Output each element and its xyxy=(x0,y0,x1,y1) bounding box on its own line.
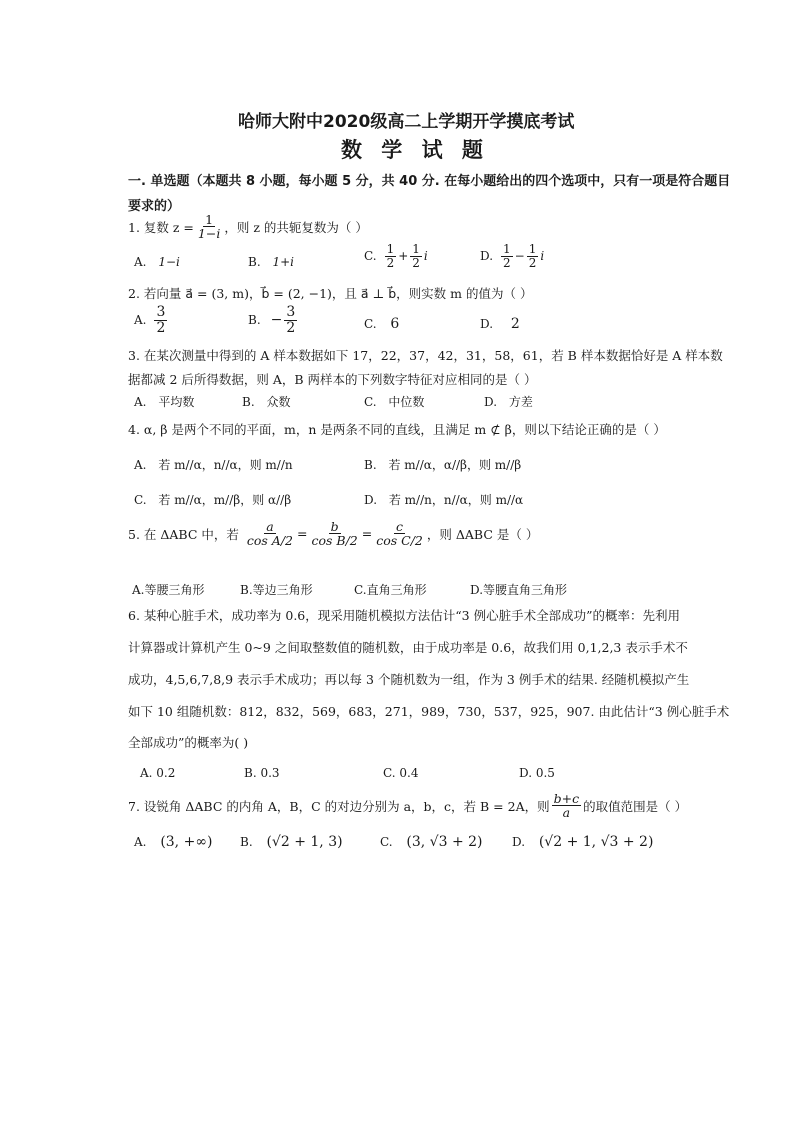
question-6-line2: 计算器或计算机产生 0~9 之间取整数值的随机数，由于成功率是 0.6，故我们用 0,1,2,3 表示手术不 xyxy=(128,640,688,655)
q5-option-c[interactable]: C.直角三角形 xyxy=(354,583,427,597)
q5-suffix: ，则 ΔABC 是（ ） xyxy=(426,526,539,542)
option-label: C. xyxy=(134,493,147,507)
q1-option-a[interactable] xyxy=(134,255,180,269)
q7-option-d[interactable] xyxy=(512,834,653,850)
option-text: 众数 xyxy=(266,395,291,409)
question-1 xyxy=(128,213,368,240)
question-3-line2: 据都减 2 后所得数据，则 A，B 两样本的下列数字特征对应相同的是（ ） xyxy=(128,372,537,387)
frac-den: 2 xyxy=(156,319,166,336)
frac-num: 1 xyxy=(386,242,395,256)
q1-option-d[interactable] xyxy=(480,243,544,269)
option-label: A. xyxy=(134,835,147,849)
q2-option-c[interactable] xyxy=(364,316,399,332)
question-6-line1: 6. 某种心脏手术，成功率为 0.6，现采用随机模拟方法估计“3 例心脏手术全部成功”的概率：先利用 xyxy=(128,608,680,623)
q7-suffix: 的取值范围是（ ） xyxy=(583,798,688,814)
question-2: 2. 若向量 a⃗ = (3, m)，b⃗ = (2, −1)，且 a⃗ ⊥ b⃗，则实数 m 的值为（ ） xyxy=(128,286,533,301)
q2-option-b[interactable] xyxy=(248,305,299,335)
option-label: C. xyxy=(364,395,377,409)
option-label: A. xyxy=(134,255,147,269)
option-label: D. xyxy=(364,493,378,507)
fraction xyxy=(501,243,513,269)
question-6-line4: 如下 10 组随机数：812，832，569，683，271，989，730，537，925，907. 由此估计“3 例心脏手术 xyxy=(128,704,730,719)
q4-option-b[interactable] xyxy=(364,456,521,473)
frac-den: a xyxy=(562,805,571,821)
option-text: 若 m//α，n//α，则 m//n xyxy=(158,458,293,472)
minus-sign: − xyxy=(270,312,283,329)
option-label: B. xyxy=(248,255,261,269)
equals-sign: = xyxy=(361,526,373,542)
fraction xyxy=(410,243,422,269)
q6-option-c[interactable]: C. 0.4 xyxy=(383,766,419,780)
option-label: D. xyxy=(480,249,494,264)
option-label: B. xyxy=(240,835,253,849)
option-text: 2 xyxy=(510,316,520,332)
option-label: C. xyxy=(380,835,393,849)
option-label: C. xyxy=(364,317,377,331)
q2-option-d[interactable] xyxy=(480,316,520,332)
frac-num: c xyxy=(396,519,404,534)
frac-den: 2 xyxy=(503,255,511,270)
frac-num: 3 xyxy=(286,304,296,320)
fraction xyxy=(284,305,297,335)
option-label: B. xyxy=(248,313,261,328)
frac-num: a xyxy=(266,519,274,534)
frac-den: 2 xyxy=(528,255,537,270)
exam-title: 哈师大附中2020级高二上学期开学摸底考试 xyxy=(238,112,575,132)
option-text: (3, √3 + 2) xyxy=(406,834,483,850)
q3-option-c[interactable] xyxy=(364,393,424,410)
question-4: 4. α, β 是两个不同的平面，m，n 是两条不同的直线，且满足 m ⊄ β，则以下结论正确的是（ ） xyxy=(128,422,666,437)
option-label: A. xyxy=(134,458,147,472)
option-label: A. xyxy=(134,313,147,328)
frac-num: 3 xyxy=(156,304,166,320)
q5-fraction-c xyxy=(374,520,425,547)
question-6-line5: 全部成功”的概率为( ) xyxy=(128,735,249,750)
option-text: 若 m//α，α//β，则 m//β xyxy=(388,458,522,472)
frac-den: cos C/2 xyxy=(376,533,423,549)
q3-option-d[interactable] xyxy=(484,393,533,410)
operator: − xyxy=(514,249,525,264)
q3-option-a[interactable] xyxy=(134,393,194,410)
q1-prefix: 1. 复数 z = xyxy=(128,219,194,235)
q6-option-b[interactable]: B. 0.3 xyxy=(244,766,280,780)
q1-option-c[interactable] xyxy=(364,243,428,269)
fraction xyxy=(385,243,397,269)
q1-option-b[interactable] xyxy=(248,255,294,269)
q7-fraction xyxy=(552,792,581,819)
frac-den: 2 xyxy=(412,255,420,270)
question-6-line3: 成功，4,5,6,7,8,9 表示手术成功；再以每 3 个随机数为一组，作为 3 例手术的结果. 经随机模拟产生 xyxy=(128,672,690,687)
q5-option-d[interactable]: D.等腰直角三角形 xyxy=(470,583,568,597)
option-label: D. xyxy=(484,395,498,409)
section-heading-line2: 要求的） xyxy=(128,199,181,214)
exam-subtitle: 数 学 试 题 xyxy=(341,138,489,162)
frac-num: 1 xyxy=(528,242,537,256)
option-label: B. xyxy=(364,458,377,472)
option-text: 若 m//n，n//α，则 m//α xyxy=(388,493,524,507)
option-text: (3, +∞) xyxy=(160,834,213,850)
q1-fraction xyxy=(196,213,222,240)
q2-option-a[interactable] xyxy=(134,305,169,335)
q4-option-d[interactable] xyxy=(364,491,523,508)
section-heading-line1: 一. 单选题（本题共 8 小题，每小题 5 分，共 40 分. 在每小题给出的四个选项中，只有一项是符合题目 xyxy=(128,174,731,189)
frac-num: 1 xyxy=(412,242,420,256)
option-label: D. xyxy=(512,835,526,849)
option-label: B. xyxy=(242,395,255,409)
q5-option-b[interactable]: B.等边三角形 xyxy=(240,583,313,597)
fraction xyxy=(154,305,167,335)
q1-frac-den: 1−i xyxy=(197,226,221,242)
q4-option-a[interactable] xyxy=(134,456,293,473)
option-text: 6 xyxy=(390,316,400,332)
q5-fraction-a xyxy=(245,520,295,547)
q5-prefix: 5. 在 ΔABC 中，若 xyxy=(128,526,239,542)
option-label: D. xyxy=(480,317,494,331)
imag-unit: i xyxy=(540,249,545,264)
q4-option-c[interactable] xyxy=(134,491,291,508)
question-3-line1: 3. 在某次测量中得到的 A 样本数据如下 17，22，37，42，31，58，61，若 B 样本数据恰好是 A 样本数 xyxy=(128,348,723,363)
q7-prefix: 7. 设锐角 ΔABC 的内角 A，B，C 的对边分别为 a，b，c，若 B = 2A，则 xyxy=(128,798,550,814)
option-text: 1−i xyxy=(158,255,180,269)
frac-num: b+c xyxy=(553,791,580,806)
q6-option-a[interactable]: A. 0.2 xyxy=(140,766,176,780)
q1-frac-num: 1 xyxy=(205,212,214,227)
frac-den: cos B/2 xyxy=(311,533,358,549)
option-text: 方差 xyxy=(508,395,533,409)
frac-num: b xyxy=(330,519,339,534)
option-text: 平均数 xyxy=(158,395,195,409)
equals-sign: = xyxy=(297,526,308,542)
option-text: (√2 + 1, 3) xyxy=(266,834,343,850)
imag-unit: i xyxy=(423,249,428,264)
question-7 xyxy=(128,792,687,819)
q7-option-a[interactable] xyxy=(134,834,212,850)
q7-option-c[interactable] xyxy=(380,834,483,850)
frac-num: 1 xyxy=(503,242,511,256)
question-5 xyxy=(128,520,538,547)
option-text: (√2 + 1, √3 + 2) xyxy=(538,834,654,850)
option-label: C. xyxy=(364,249,377,264)
option-text: 中位数 xyxy=(388,395,425,409)
q7-option-b[interactable] xyxy=(240,834,343,850)
q5-fraction-b xyxy=(309,520,359,547)
option-text: 1+i xyxy=(272,255,294,269)
option-label: A. xyxy=(134,395,147,409)
q1-suffix: ，则 z 的共轭复数为（ ） xyxy=(224,219,368,235)
operator: + xyxy=(398,249,409,264)
q5-option-a[interactable]: A.等腰三角形 xyxy=(132,583,205,597)
frac-den: 2 xyxy=(386,255,395,270)
q6-option-d[interactable]: D. 0.5 xyxy=(519,766,555,780)
q3-option-b[interactable] xyxy=(242,393,290,410)
frac-den: 2 xyxy=(286,319,296,336)
frac-den: cos A/2 xyxy=(246,533,293,549)
option-text: 若 m//α，m//β，则 α//β xyxy=(158,493,292,507)
fraction xyxy=(527,243,539,269)
